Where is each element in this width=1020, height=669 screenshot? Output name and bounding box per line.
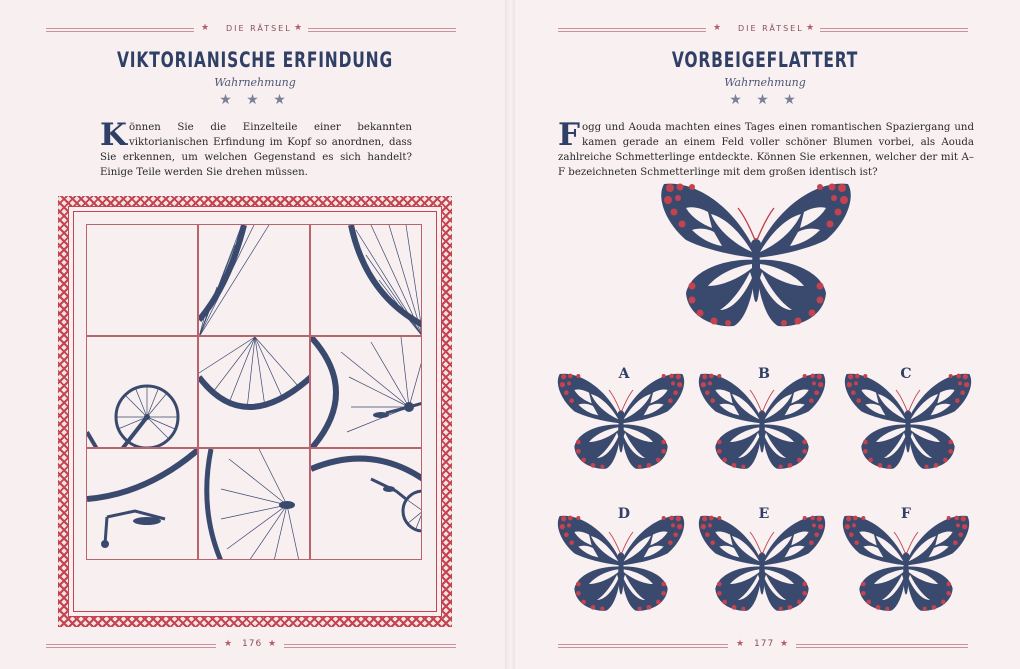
category-label: Wahrnehmung (724, 76, 806, 89)
star-icon: ★ (806, 23, 815, 33)
header-label: DIE RÄTSEL (738, 24, 804, 33)
star-icon: ★ (294, 23, 303, 33)
puzzle-tile[interactable] (198, 336, 310, 448)
header-rule (558, 28, 706, 32)
difficulty-stars: ★ ★ ★ (219, 92, 291, 108)
page-title: VORBEIGEFLATTERT (671, 48, 859, 72)
option-label-a: A (618, 366, 630, 382)
star-icon: ★ (201, 23, 210, 33)
puzzle-tile[interactable] (198, 448, 310, 560)
header-label: DIE RÄTSEL (226, 24, 292, 33)
left-header (46, 24, 456, 40)
header-rule (820, 28, 968, 32)
option-label-d: D (617, 506, 631, 522)
header-rule (46, 28, 194, 32)
puzzle-tile[interactable] (86, 336, 198, 448)
header-rule (308, 28, 456, 32)
star-icon: ★ (736, 639, 745, 649)
footer-rule (558, 644, 728, 648)
butterfly-icon[interactable] (841, 370, 975, 470)
page-number: 177 (754, 639, 775, 649)
butterfly-icon[interactable] (839, 512, 973, 612)
right-footer (558, 639, 968, 653)
star-icon: ★ (224, 639, 233, 649)
footer-rule (284, 644, 456, 648)
difficulty-stars: ★ ★ ★ (729, 92, 801, 108)
page-title: VIKTORIANISCHE ERFINDUNG (116, 48, 394, 72)
intro-body: önnen Sie die Einzelteile einer bekannten viktorianischen Erfindung im Kopf so anordnen, dass Sie erkennen, um welchen Gegenstand es sich handelt? Einige Teile werden Sie drehen müssen. (100, 122, 412, 178)
book-gutter (505, 0, 515, 669)
footer-rule (796, 644, 968, 648)
star-icon: ★ (268, 639, 277, 649)
left-footer (46, 639, 456, 653)
right-page (510, 0, 1020, 669)
star-icon: ★ (713, 23, 722, 33)
category-label: Wahrnehmung (214, 76, 296, 89)
option-label-e: E (758, 506, 770, 522)
option-label-f: F (901, 506, 911, 522)
butterfly-icon[interactable] (695, 370, 829, 470)
puzzle-tile[interactable] (198, 224, 310, 336)
puzzle-tile[interactable] (310, 448, 422, 560)
puzzle-tile[interactable] (310, 336, 422, 448)
butterfly-icon[interactable] (554, 512, 688, 612)
puzzle-tile[interactable] (86, 224, 198, 336)
puzzle-tile[interactable] (86, 448, 198, 560)
drop-cap: F (558, 117, 581, 153)
puzzle-grid (86, 224, 423, 563)
page-number: 176 (242, 639, 263, 649)
puzzle-tile[interactable] (310, 224, 422, 336)
butterfly-icon[interactable] (554, 370, 688, 470)
butterfly-icon (656, 178, 856, 328)
option-label-b: B (758, 366, 770, 382)
intro-body: ogg und Aouda machten eines Tages einen romantischen Spaziergang und kamen gerade an einem Feld voller schöner Blumen vorbei, als Aouda zahlreiche Schmetterlinge entdeckte. Können Sie erkennen, welcher der mit A–F bezeichneten Schmetterlinge mit dem großen identisch ist? (558, 122, 974, 178)
right-header (558, 24, 968, 40)
drop-cap: K (100, 117, 127, 153)
intro-text (558, 117, 974, 180)
star-icon: ★ (780, 639, 789, 649)
option-label-c: C (900, 366, 912, 382)
footer-rule (46, 644, 216, 648)
butterfly-icon[interactable] (695, 512, 829, 612)
intro-text (100, 117, 412, 180)
